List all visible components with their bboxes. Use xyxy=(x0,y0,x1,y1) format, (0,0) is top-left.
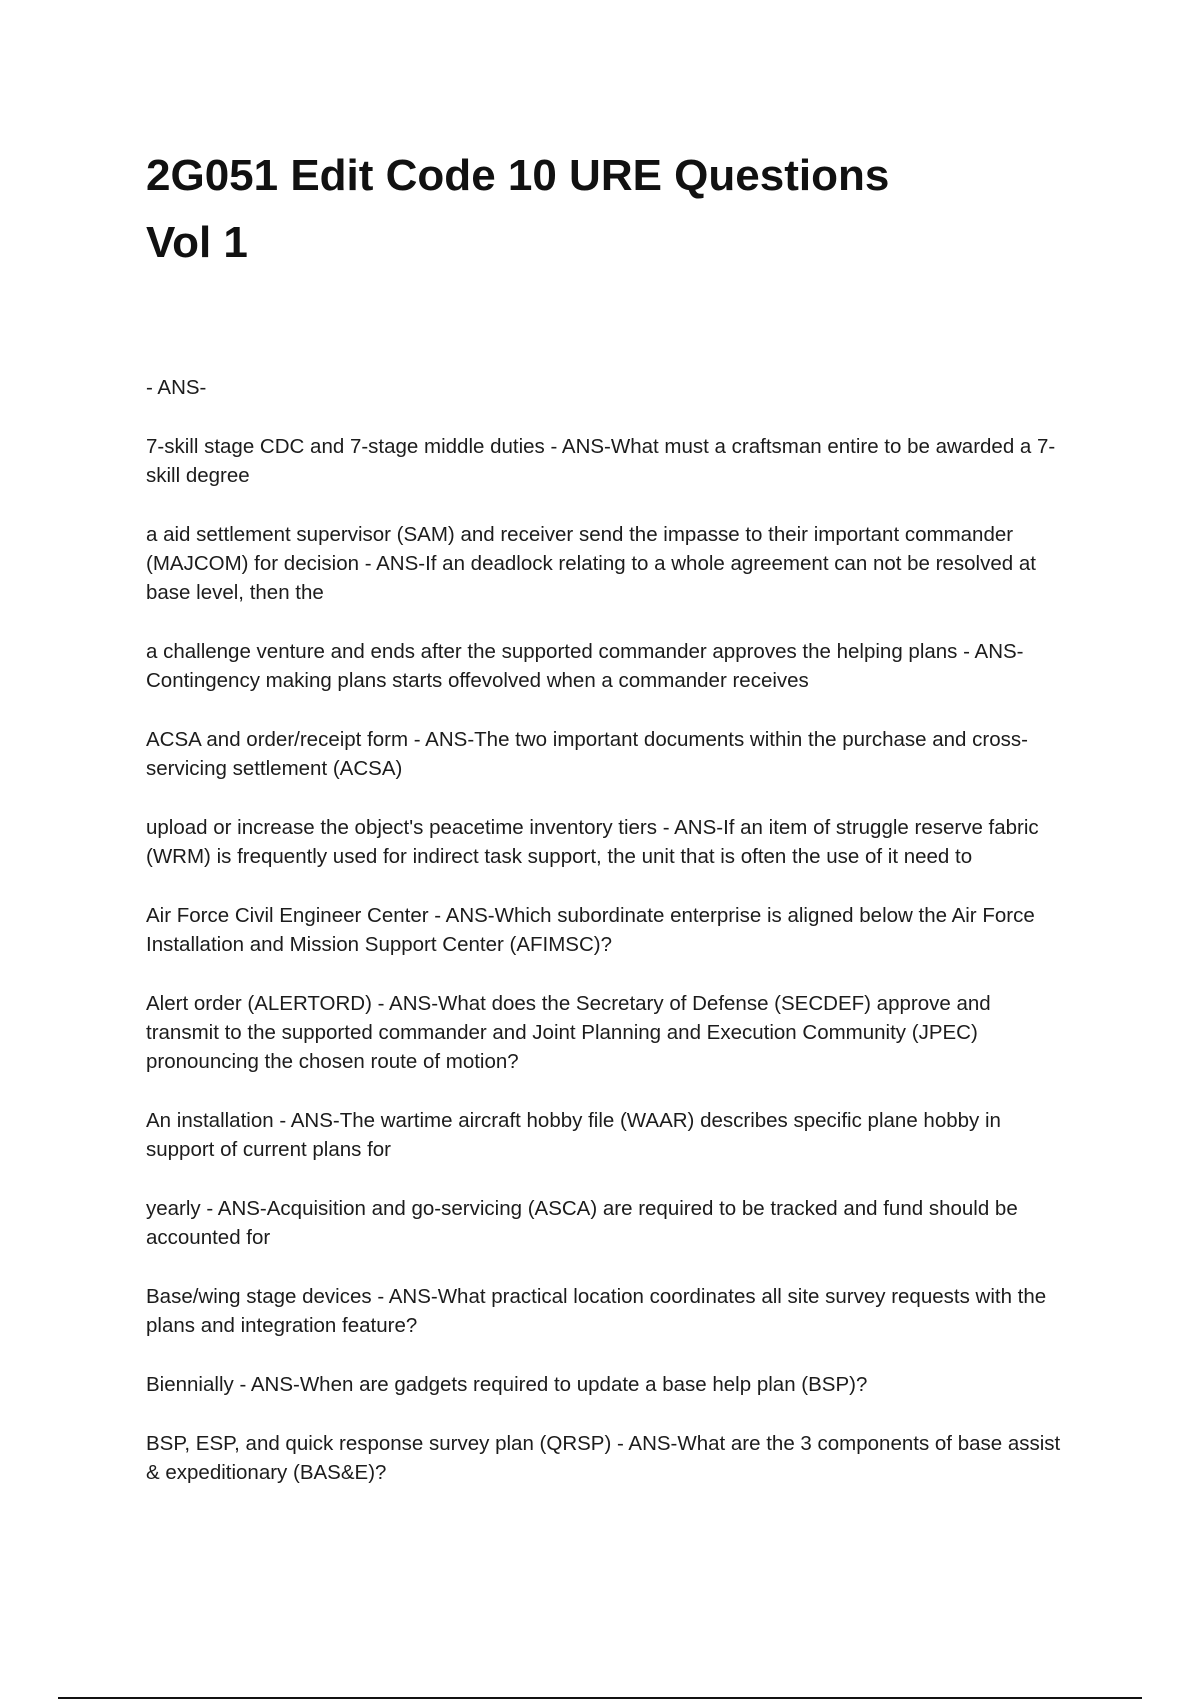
qa-question: ANS- xyxy=(157,376,207,399)
qa-item xyxy=(146,1370,1061,1399)
title-line-2: Vol 1 xyxy=(146,218,248,267)
qa-answer: Base/wing stage devices - xyxy=(146,1285,389,1308)
page-bottom-divider xyxy=(58,1697,1142,1699)
qa-answer: 7-skill stage CDC and 7-stage middle duties - xyxy=(146,435,562,458)
qa-answer: Biennially - xyxy=(146,1373,251,1396)
qa-item xyxy=(146,901,1061,959)
title-line-1: 2G051 Edit Code 10 URE Questions xyxy=(146,151,890,200)
qa-question: ANS-What must a craftsman entire to be awarded a 7-skill degree xyxy=(146,435,1056,487)
qa-answer: An installation - xyxy=(146,1109,291,1132)
qa-question: ANS-Contingency making plans starts offevolved when a commander receives xyxy=(146,640,1024,692)
qa-answer: a aid settlement supervisor (SAM) and receiver send the impasse to their important commander (MAJCOM) for decision - xyxy=(146,523,1013,575)
qa-question: ANS-When are gadgets required to update a base help plan (BSP)? xyxy=(250,1373,868,1396)
qa-question: ANS-What practical location coordinates all site survey requests with the plans and integration feature? xyxy=(146,1285,1047,1337)
qa-item xyxy=(146,1429,1061,1487)
qa-answer: upload or increase the object's peacetime inventory tiers - xyxy=(146,816,674,839)
qa-question: ANS-The wartime aircraft hobby file (WAAR) describes specific plane hobby in support of current plans for xyxy=(146,1109,1001,1161)
qa-item xyxy=(146,1282,1061,1340)
qa-item xyxy=(146,725,1061,783)
qa-answer: yearly - xyxy=(146,1197,218,1220)
qa-question: ANS-What are the 3 components of base assist & expeditionary (BAS&E)? xyxy=(146,1432,1061,1484)
qa-item xyxy=(146,637,1061,695)
qa-question: ANS-If an deadlock relating to a whole agreement can not be resolved at base level, then the xyxy=(146,552,1036,604)
qa-item xyxy=(146,1194,1061,1252)
qa-item xyxy=(146,1106,1061,1164)
qa-answer xyxy=(146,376,157,399)
qa-item xyxy=(146,989,1061,1076)
qa-answer: a challenge venture and ends after the supported commander approves the helping plans - xyxy=(146,640,975,663)
qa-question: ANS-Which subordinate enterprise is aligned below the Air Force Installation and Mission Support Center (AFIMSC)? xyxy=(146,904,1035,956)
qa-item xyxy=(146,432,1061,490)
qa-item xyxy=(146,373,1061,402)
qa-answer: BSP, ESP, and quick response survey plan (QRSP) - xyxy=(146,1432,628,1455)
qa-list xyxy=(146,373,1061,1517)
qa-question: ANS-If an item of struggle reserve fabric (WRM) is frequently used for indirect task support, the unit that is often the use of it need to xyxy=(146,816,1039,868)
qa-answer: Alert order (ALERTORD) - xyxy=(146,992,389,1015)
qa-answer: ACSA and order/receipt form - xyxy=(146,728,425,751)
qa-answer: Air Force Civil Engineer Center - xyxy=(146,904,446,927)
qa-item xyxy=(146,520,1061,607)
qa-question: ANS-What does the Secretary of Defense (SECDEF) approve and transmit to the supported commander and Joint Planning and Execution Community (JPEC) pronouncing the chosen route of motion? xyxy=(146,992,991,1073)
qa-question: ANS-Acquisition and go-servicing (ASCA) are required to be tracked and fund should be accounted for xyxy=(146,1197,1018,1249)
qa-item xyxy=(146,813,1061,871)
document-title xyxy=(146,142,1046,276)
qa-question: ANS-The two important documents within the purchase and cross-servicing settlement (ACSA) xyxy=(146,728,1028,780)
